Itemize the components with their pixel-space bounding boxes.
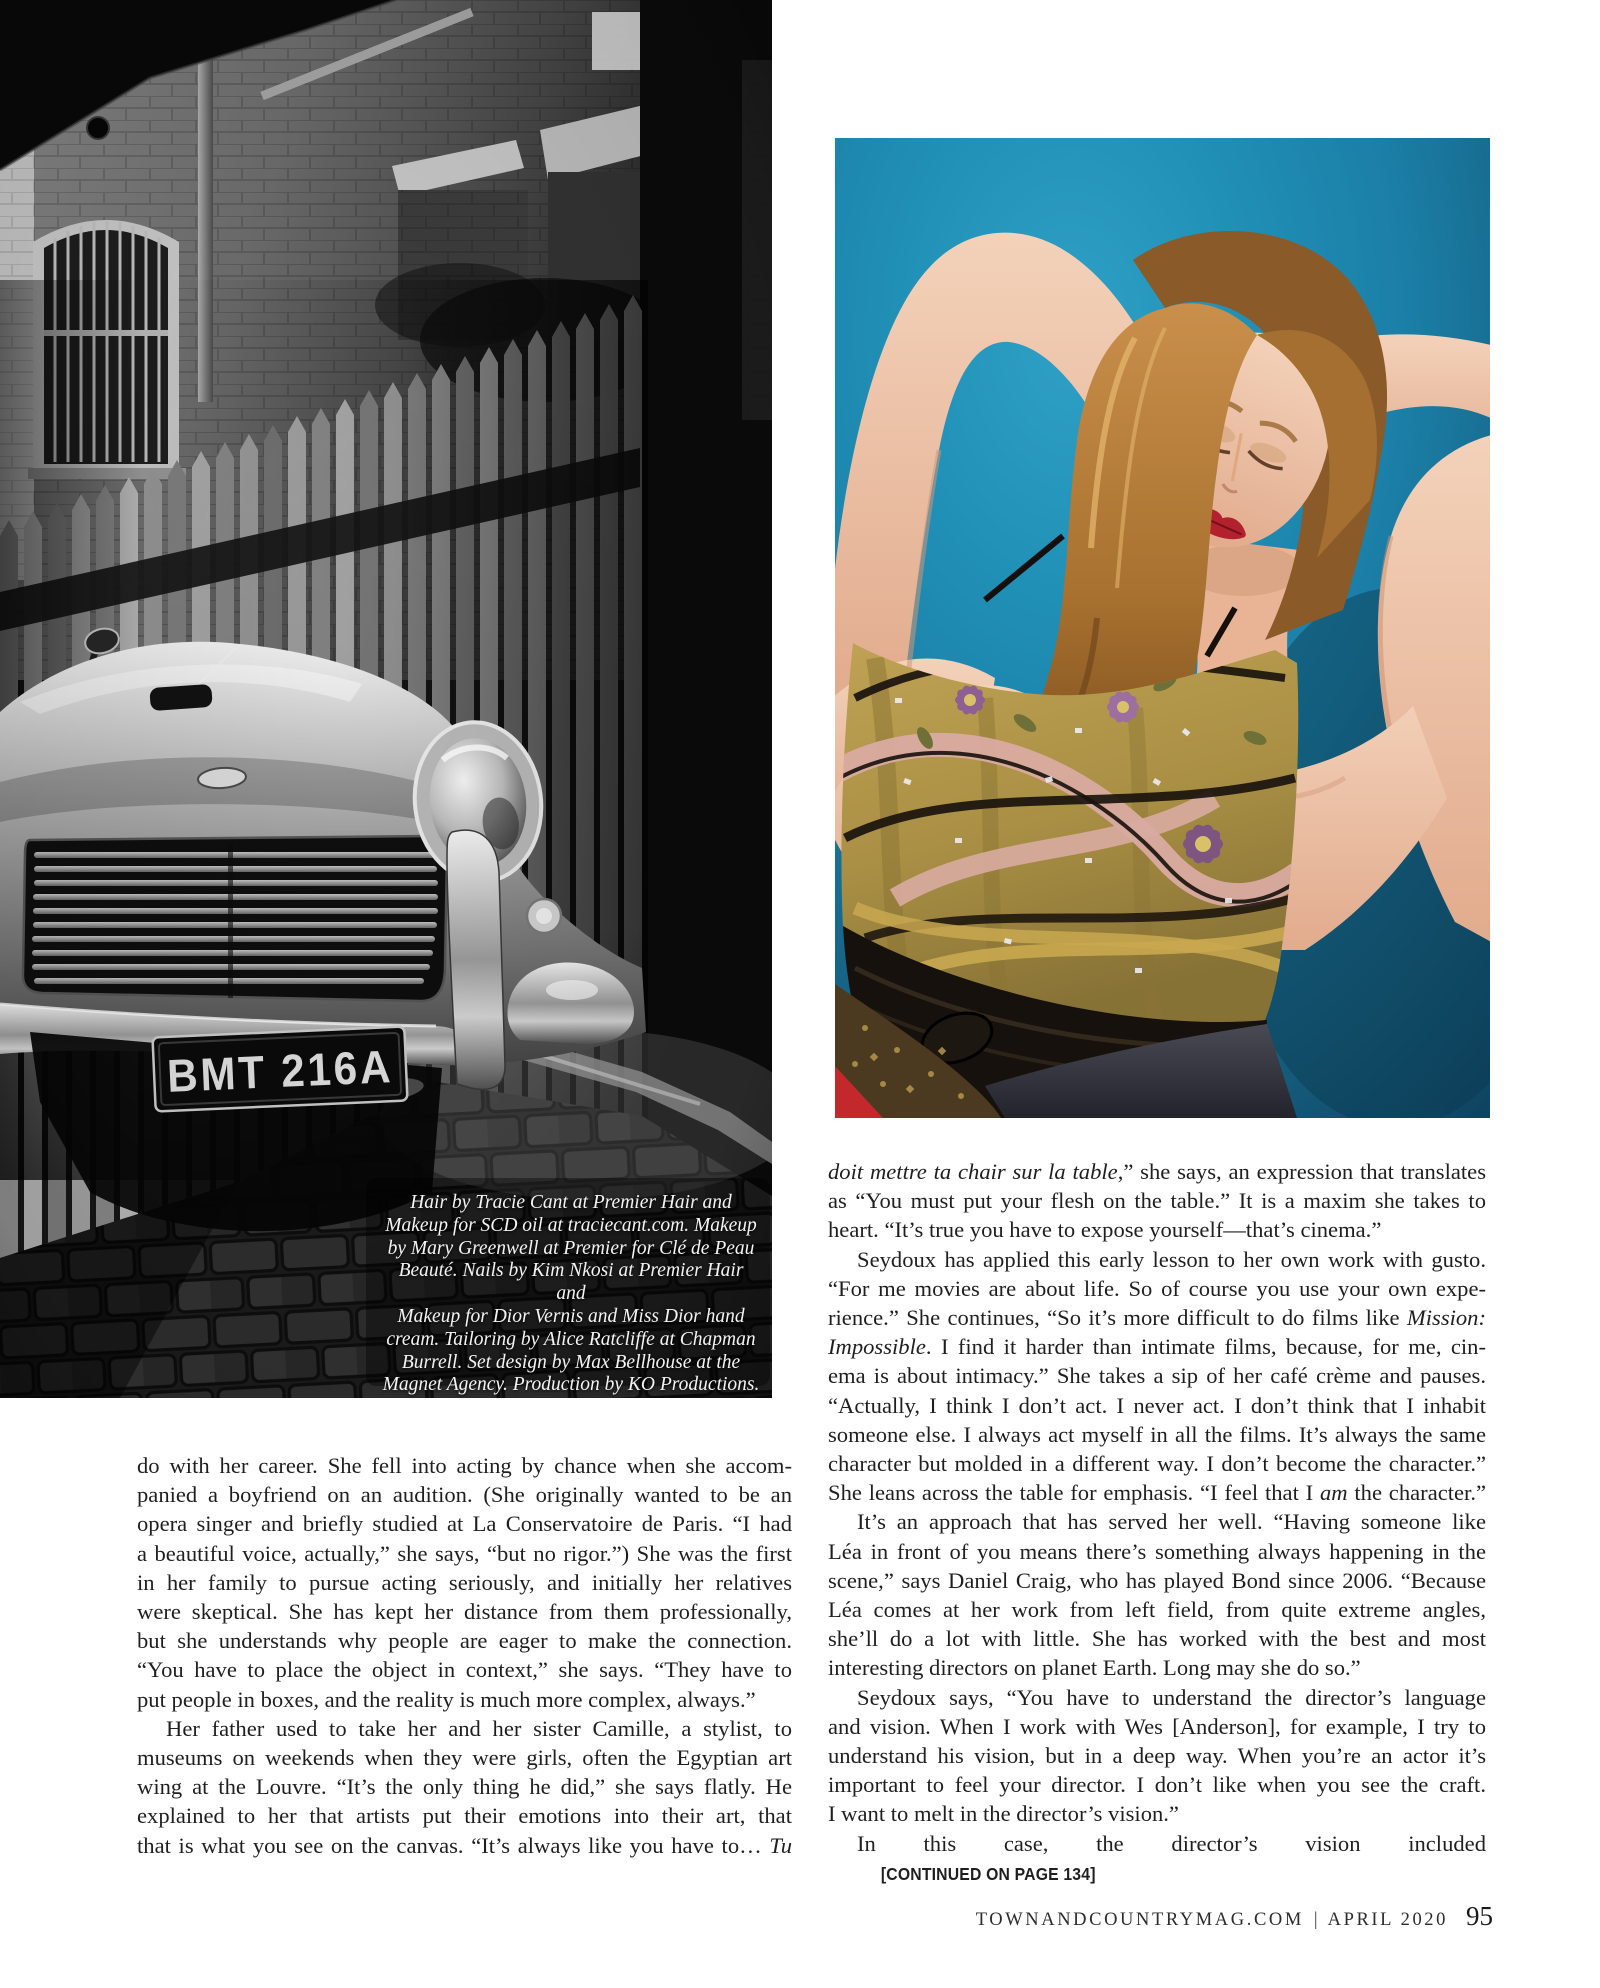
photo-credits (382, 1192, 760, 1397)
footer-separator: | (1313, 1910, 1318, 1930)
text-line: It’s an approach that has served her well. “Having someone like (857, 1509, 1486, 1535)
credit-line: Makeup for SCD oil at traciecant.com. Makeup (385, 1214, 757, 1236)
text-line: I want to melt in the director’s vision.” (828, 1801, 1179, 1827)
page-number: 95 (1466, 1901, 1493, 1931)
text-line: doit mettre ta chair sur la table,” she says, an expression that translates (828, 1159, 1486, 1184)
text-line: were skeptical. She has kept her distance from them professionally, (137, 1599, 792, 1625)
text-line: Léa comes at her work from left field, from quite extreme angles, (828, 1597, 1486, 1623)
article-column-right (828, 1157, 1486, 1889)
aston-martin-illustration (0, 0, 772, 1398)
text-line: a beautiful voice, actually,” she says, “but no rigor.”) She was the first (137, 1540, 792, 1566)
text-line: opera singer and briefly studied at La Conservatoire de Paris. “I had (137, 1511, 792, 1537)
text-line: In this case, the director’s vision included [CONTINUED ON PAGE 134] (857, 1830, 1486, 1884)
text-line: “For me movies are about life. So of course you use your own expe- (828, 1275, 1486, 1301)
footer-site: TOWNANDCOUNTRYMAG.COM (975, 1910, 1304, 1930)
text-line: She leans across the table for emphasis. “I feel that I am the character.” (828, 1480, 1487, 1506)
credit-line: Makeup for Dior Vernis and Miss Dior hand (397, 1305, 745, 1327)
text-line: rience.” She continues, “So it’s more difficult to do films like Mission: (828, 1305, 1486, 1331)
credit-line: Burrell. Set design by Max Bellhouse at the (401, 1351, 741, 1373)
credit-line: Hair by Tracie Cant at Premier Hair and (410, 1192, 732, 1213)
text-line: “You have to place the object in context,” she says. “They have to (137, 1657, 792, 1683)
text-line: scene,” says Daniel Craig, who has played Bond since 2006. “Because (828, 1567, 1486, 1593)
text-line: she’ll do a lot with little. She has worked with the best and most (828, 1626, 1486, 1652)
text-line: Seydoux says, “You have to understand the director’s language (857, 1684, 1486, 1710)
text-line: as “You must put your flesh on the table.” It is a maxim she takes to (828, 1188, 1486, 1214)
text-line: Seydoux has applied this early lesson to her own work with gusto. (857, 1246, 1486, 1272)
text-line: “Actually, I think I don’t act. I never act. I don’t think that I inhabit (828, 1392, 1486, 1418)
text-line: Impossible. I find it harder than intimate films, because, for me, cin- (828, 1334, 1486, 1360)
text-line: panied a boyfriend on an audition. (She originally wanted to be an (137, 1482, 792, 1508)
text-line: but she understands why people are eager to make the connection. (137, 1628, 792, 1654)
text-line: Léa in front of you means there’s something always happening in the (828, 1538, 1486, 1564)
article-column-left (137, 1451, 792, 1860)
lea-seydoux-photo (835, 138, 1490, 1118)
credit-line: Beauté. Nails by Kim Nkosi at Premier Hair and (398, 1260, 744, 1305)
text-line: in her family to pursue acting seriously, and initially her relatives (137, 1569, 792, 1595)
text-line: put people in boxes, and the reality is much more complex, always.” (137, 1686, 756, 1712)
footer-issue: APRIL 2020 (1327, 1910, 1448, 1930)
aston-martin-photo (0, 0, 772, 1398)
text-line: heart. “It’s true you have to expose yourself—that’s cinema.” (828, 1217, 1382, 1243)
credit-line: Magnet Agency. Production by KO Productions. (382, 1374, 760, 1396)
text-line: ema is about intimacy.” She takes a sip of her café crème and pauses. (828, 1363, 1486, 1389)
text-line: interesting directors on planet Earth. Long may she do so.” (828, 1655, 1361, 1681)
text-line: that is what you see on the canvas. “It’s always like you have to… Tu (137, 1832, 792, 1858)
text-line: understand his vision, but in a deep way. When you’re an actor it’s (828, 1743, 1486, 1769)
text-line: explained to her that artists put their emotions into their art, that (137, 1803, 792, 1829)
text-line: character but molded in a different way. I don’t become the character.” (828, 1451, 1486, 1477)
text-line: important to feel your director. I don’t like when you see the craft. (828, 1772, 1486, 1798)
text-line: and vision. When I work with Wes [Anderson], for example, I try to (828, 1713, 1486, 1739)
text-line: museums on weekends when they were girls, often the Egyptian art (137, 1745, 792, 1771)
seydoux-portrait-illustration (835, 138, 1490, 1118)
text-line: Her father used to take her and her sister Camille, a stylist, to (166, 1715, 792, 1741)
text-line: wing at the Louvre. “It’s the only thing he did,” she says flatly. He (137, 1774, 792, 1800)
page-footer (976, 1901, 1493, 1932)
credit-line: cream. Tailoring by Alice Ratcliffe at Chapman (386, 1328, 756, 1350)
credit-line: by Mary Greenwell at Premier for Clé de Peau (387, 1237, 755, 1259)
text-line: do with her career. She fell into acting by chance when she accom- (137, 1453, 792, 1478)
text-line: someone else. I always act myself in all the films. It’s always the same (828, 1421, 1486, 1447)
